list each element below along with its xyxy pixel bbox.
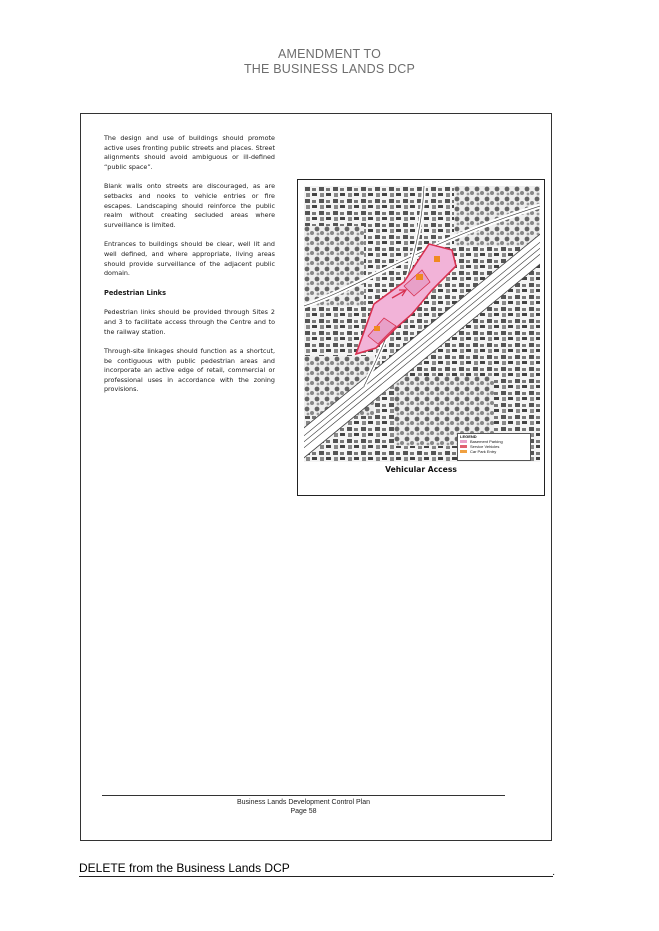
paragraph-through-site: Through-site linkages should function as a shortcut, be contiguous with public pedestrian areas and incorporate an active edge of retail, commercial or professional uses in accordance with the zoning provisions. — [104, 347, 275, 394]
legend-swatch-entry — [460, 450, 467, 453]
paragraph-entrances: Entrances to buildings should be clear, well lit and well defined, and where appropriate, living areas should provide surveillance of the adjacent public domain. — [104, 240, 275, 278]
map-legend — [457, 433, 531, 461]
aerial-map-image — [304, 186, 540, 462]
paragraph-pedestrian-links: Pedestrian links should be provided through Sites 2 and 3 to facilitate access through the Centre and to the railway station. — [104, 308, 275, 336]
paragraph-active-uses: The design and use of buildings should promote active uses fronting public streets and places. Street alignments should avoid ambiguous or ill-defined “public space”. — [104, 134, 275, 171]
footer-document-title: Business Lands Development Control Plan — [236, 799, 371, 806]
delete-note-text: DELETE from the Business Lands DCP — [79, 861, 290, 875]
legend-swatch-basement — [460, 440, 467, 443]
delete-note-trail: . — [552, 867, 555, 878]
legend-title: LEGEND — [460, 434, 477, 439]
legend-swatch-service — [460, 445, 467, 448]
legend-label: Service Vehicles — [470, 444, 500, 449]
body-text-column — [104, 134, 275, 405]
page-header — [0, 47, 659, 77]
paragraph-blank-walls: Blank walls onto streets are discouraged, as are setbacks and nooks to vehicle entries or fire escapes. Landscaping should reinforce the public realm without creating secluded areas where surveillance is limited. — [104, 182, 275, 229]
vehicular-access-figure — [297, 179, 545, 496]
figure-caption: Vehicular Access — [385, 465, 457, 474]
footer-page-number: Page 58 — [290, 808, 317, 815]
legend-label: Car Park Entry — [470, 449, 497, 454]
car-park-entry-marker — [416, 274, 423, 280]
page-footer — [102, 798, 505, 816]
car-park-entry-marker — [434, 256, 440, 262]
footer-divider — [102, 795, 505, 796]
car-park-entry-marker — [374, 326, 380, 331]
legend-label: Basement Parking — [470, 439, 503, 444]
header-line-2: THE BUSINESS LANDS DCP — [243, 62, 416, 76]
header-line-1: AMENDMENT TO — [277, 47, 382, 61]
delete-note — [79, 861, 553, 877]
legend-item — [458, 449, 530, 454]
section-heading-pedestrian-links: Pedestrian Links — [104, 288, 166, 297]
